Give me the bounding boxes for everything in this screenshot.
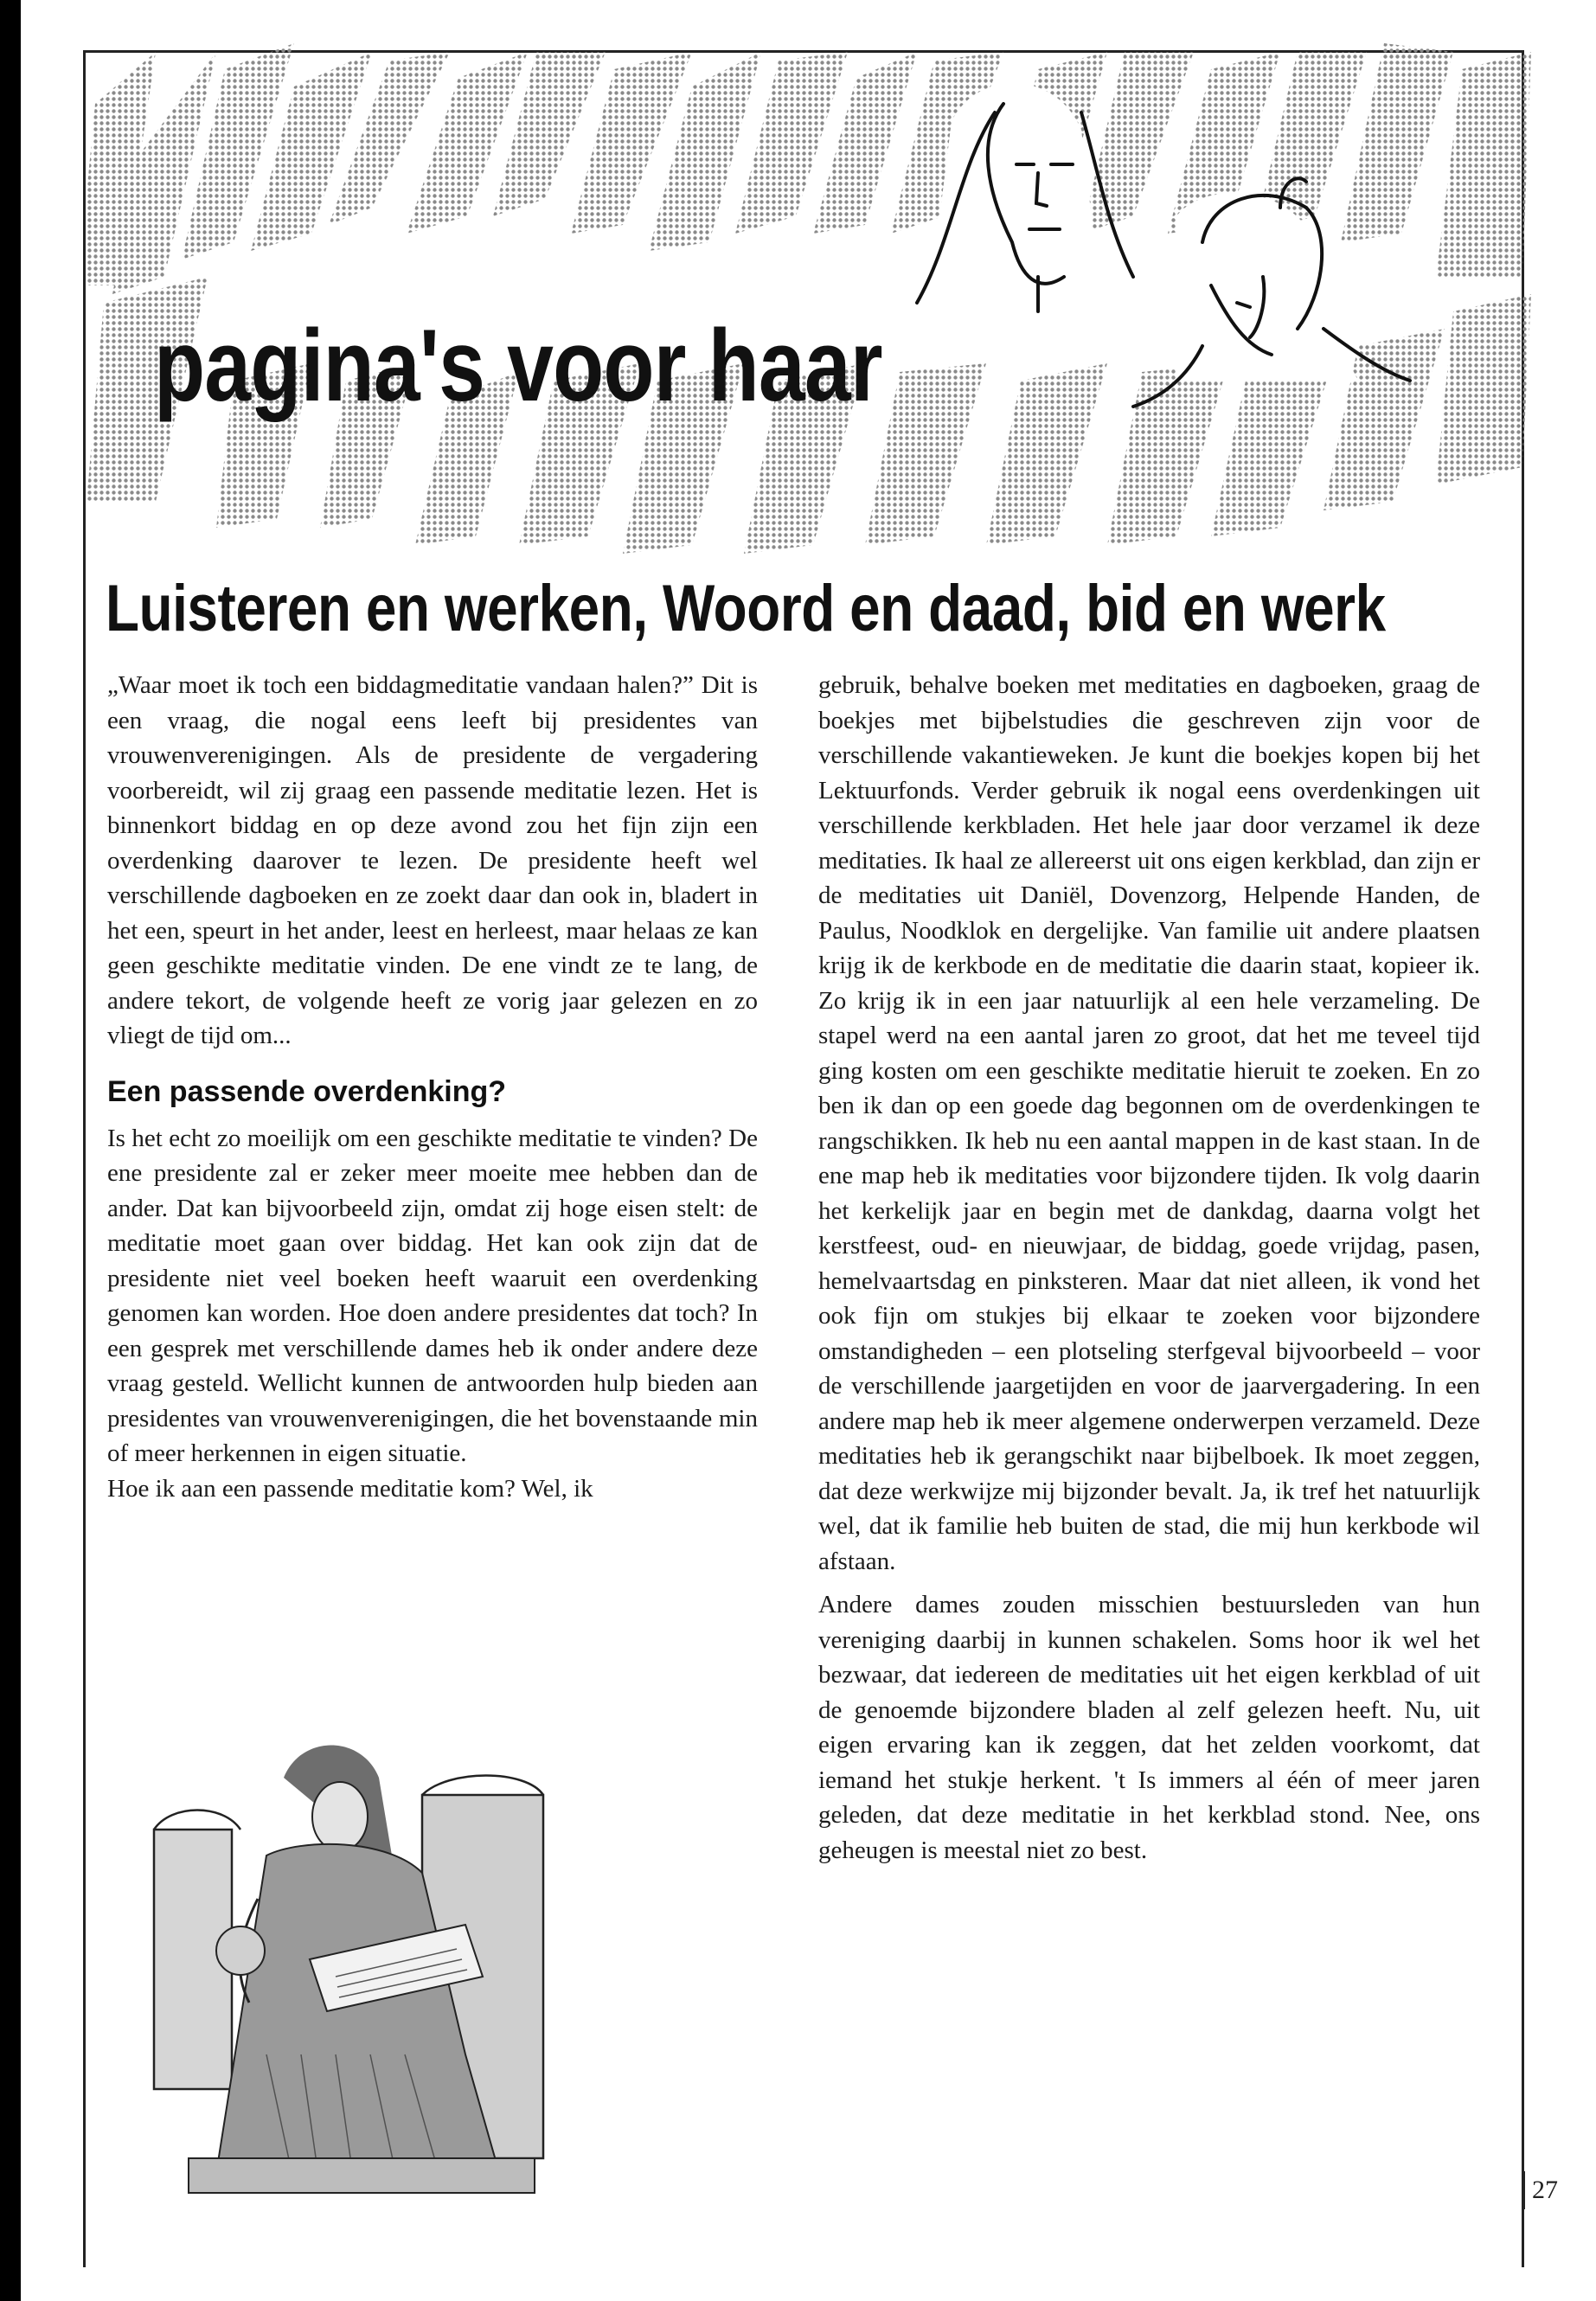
body-paragraph: Andere dames zouden misschien bestuursleden van hun vereniging daarbij in kunnen schakelen. Soms hoor ik wel het bezwaar, dat iedereen de meditaties uit het eigen kerkblad of uit de genoemde bijzondere bladen al zelf gelezen heeft. Nu, uit eigen ervaring kan ik zeggen, dat het zelden voorkomt, dat iemand het stukje herkent. 't Is immers al één of meer jaren geleden, dat deze meditatie in het kerkblad stond. Nee, ons geheugen is meestal niet zo best.	[818, 1591, 1480, 1864]
subheading: Een passende overdenking?	[107, 1074, 507, 1108]
intro-paragraph: „Waar moet ik toch een biddagmeditatie vandaan halen?” Dit is een vraag, die nogal eens leeft bij presidentes van vrouwenverenigingen. Als de presidente de vergadering voorbereidt, wil zij graag een passende meditatie lezen. Het is binnenkort biddag en op deze avond zou het fijn zijn een overdenking daarover te lezen. De presidente heeft wel verschillende dagboeken en ze zoekt daar dan ook in, bladert in het een, speurt in het ander, leest en herleest, maar helaas ze kan geen geschikte meditatie vinden. De ene vindt ze te lang, de andere tekort, de volgende heeft ze vorig jaar gelezen en zo vliegt de tijd om...	[107, 671, 758, 1049]
page-edge-bar	[0, 0, 21, 2301]
body-paragraph: gebruik, behalve boeken met meditaties en dagboeken, graag de boekjes met bijbelstudies die geschreven zijn voor de verschillende vakantieweken. Je kunt die boekjes kopen bij het Lektuurfonds. Verder gebruik ik nogal eens overdenkingen uit verschillende kerkbladen. Het hele jaar door verzamel ik deze meditaties. Ik haal ze allereerst uit ons eigen kerkblad, dan zijn er de meditaties uit Daniël, Dovenzorg, Helpende Handen, de Paulus, Noodklok en dergelijke. Van familie uit andere plaatsen krijg ik de kerkbode en de meditatie die daarin staat, kopieer ik. Zo krijg ik in een jaar natuurlijk al een hele verzameling. De stapel werd na een aantal jaren zo groot, dat het me teveel tijd ging kosten om een geschikte meditatie hieruit te zoeken. En zo ben ik dan op een goede dag begonnen om de overdenkingen te rangschikken. Ik heb nu een aantal mappen in de kast staan. In de ene map heb ik meditaties voor bijzondere tijden. Ik volg daarin het kerkelijk jaar en begin met de dankdag, daarna volgt het kerstfeest, oud- en nieuwjaar, de biddag, goede vrijdag, pasen, hemelvaartsdag en pinksteren. Maar dat niet alleen, ik vond het ook fijn om stukjes bij elkaar te zoeken voor bijzondere omstandigheden – een plotseling sterfgeval bijvoorbeeld – voor de verschillende jaargetijden en voor de jaarvergadering. In een andere map heb ik meer algemene onderwerpen verzameld. Deze meditaties heb ik gerangschikt naar bijbelboek. Ik moet zeggen, dat deze werkwijze mij bijzonder bevalt. Ja, ik tref het natuurlijk wel, dat ik familie heb buiten de stad, die mij hun kerkbode wil afstaan.	[818, 671, 1480, 1575]
reading-woman-engraving-icon	[137, 1726, 569, 2210]
body-paragraph-continued: Hoe ik aan een passende meditatie kom? Wel, ik	[107, 1474, 593, 1503]
women-faces-sketch-icon	[87, 17, 1531, 571]
article-headline: Luisteren en werken, Woord en daad, bid en werk	[106, 572, 1386, 645]
section-masthead: pagina's voor haar	[154, 309, 882, 423]
column-right	[818, 668, 1480, 1868]
body-paragraph: Is het echt zo moeilijk om een geschikte meditatie te vinden? De ene presidente zal er zeker meer moeite mee hebben dan de ander. Dat kan bijvoorbeeld zijn, omdat zij hoge eisen stelt: de meditatie moet gaan over biddag. Het kan ook zijn dat de presidente niet veel boeken heeft waaruit een overdenking genomen kan worden. Hoe doen andere presidentes dat toch? In een gesprek met verschillende dames heb ik onder andere deze vraag gesteld. Wellicht kunnen de antwoorden hulp bieden aan presidentes van vrouwenverenigingen, die het bovenstaande min of meer herkennen in eigen situatie.	[107, 1124, 758, 1467]
column-left	[107, 668, 758, 1506]
page-number: 27	[1522, 2171, 1558, 2209]
